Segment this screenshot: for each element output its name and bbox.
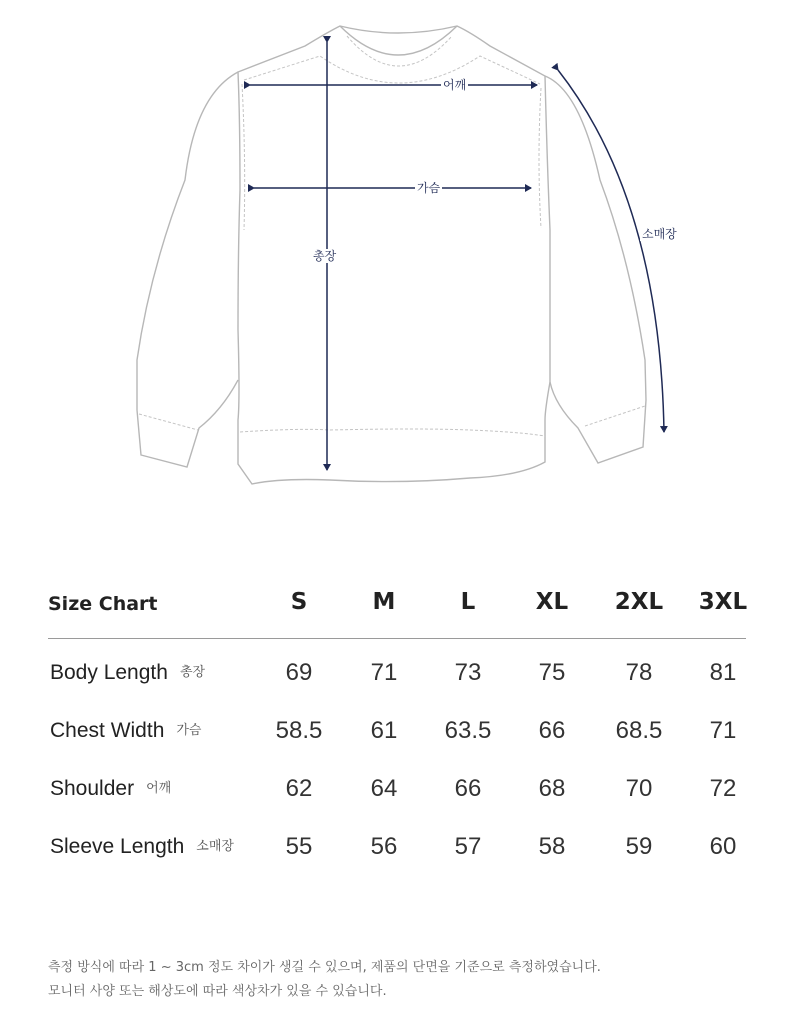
size-header-m: M xyxy=(372,589,396,615)
note-line: 측정 방식에 따라 1 ~ 3cm 정도 차이가 생길 수 있으며, 제품의 단면을 기준으로 측정하였습니다. xyxy=(48,960,601,975)
table-cell: 68.5 xyxy=(615,717,663,744)
table-cell: 60 xyxy=(709,833,737,860)
table-cell: 64 xyxy=(370,775,398,802)
table-cell: 71 xyxy=(370,659,398,686)
row-label: Body Length 총장 xyxy=(50,661,206,684)
row-label: Chest Width 가슴 xyxy=(50,719,202,742)
table-cell: 66 xyxy=(454,775,482,802)
table-row-shoulder xyxy=(48,759,746,817)
sleeve-length-label: 소매장 xyxy=(642,227,677,241)
size-header-2xl: 2XL xyxy=(614,589,664,615)
collar xyxy=(340,26,457,55)
table-cell: 68 xyxy=(538,775,566,802)
table-cell: 61 xyxy=(370,717,398,744)
table-cell: 71 xyxy=(709,717,737,744)
table-cell: 70 xyxy=(625,775,653,802)
table-cell: 58.5 xyxy=(275,717,323,744)
table-cell: 62 xyxy=(285,775,313,802)
size-header-xl: XL xyxy=(535,589,569,615)
size-header-l: L xyxy=(460,589,476,615)
size-chart-table xyxy=(48,584,746,875)
table-cell: 57 xyxy=(454,833,482,860)
note-line: 모니터 사양 또는 해상도에 따라 색상차가 있을 수 있습니다. xyxy=(48,984,387,999)
size-header-s: S xyxy=(290,589,308,615)
table-cell: 56 xyxy=(370,833,398,860)
table-cell: 75 xyxy=(538,659,566,686)
row-label: Shoulder 어깨 xyxy=(50,777,172,800)
table-row-sleeve-length xyxy=(48,817,746,875)
table-row-body-length xyxy=(48,643,746,701)
table-cell: 58 xyxy=(538,833,566,860)
table-cell: 66 xyxy=(538,717,566,744)
chest-label: 가슴 xyxy=(417,181,441,195)
table-cell: 78 xyxy=(625,659,653,686)
table-cell: 73 xyxy=(454,659,482,686)
table-cell: 81 xyxy=(709,659,737,686)
shoulder-label: 어깨 xyxy=(443,78,467,92)
size-header-3xl: 3XL xyxy=(698,589,748,615)
sweatshirt-body xyxy=(238,26,550,484)
table-row-chest-width xyxy=(48,701,746,759)
measurement-notes xyxy=(48,956,768,1004)
table-cell: 55 xyxy=(285,833,313,860)
right-sleeve xyxy=(545,76,646,463)
size-chart-title: Size Chart xyxy=(48,593,158,615)
row-label: Sleeve Length 소매장 xyxy=(50,835,234,858)
left-sleeve xyxy=(137,72,238,467)
size-chart-header xyxy=(48,584,746,639)
table-cell: 72 xyxy=(709,775,737,802)
table-cell: 69 xyxy=(285,659,313,686)
table-cell: 63.5 xyxy=(444,717,492,744)
table-cell: 59 xyxy=(625,833,653,860)
sleeve-length-arrow xyxy=(558,70,664,432)
body-length-label: 총장 xyxy=(313,249,337,263)
